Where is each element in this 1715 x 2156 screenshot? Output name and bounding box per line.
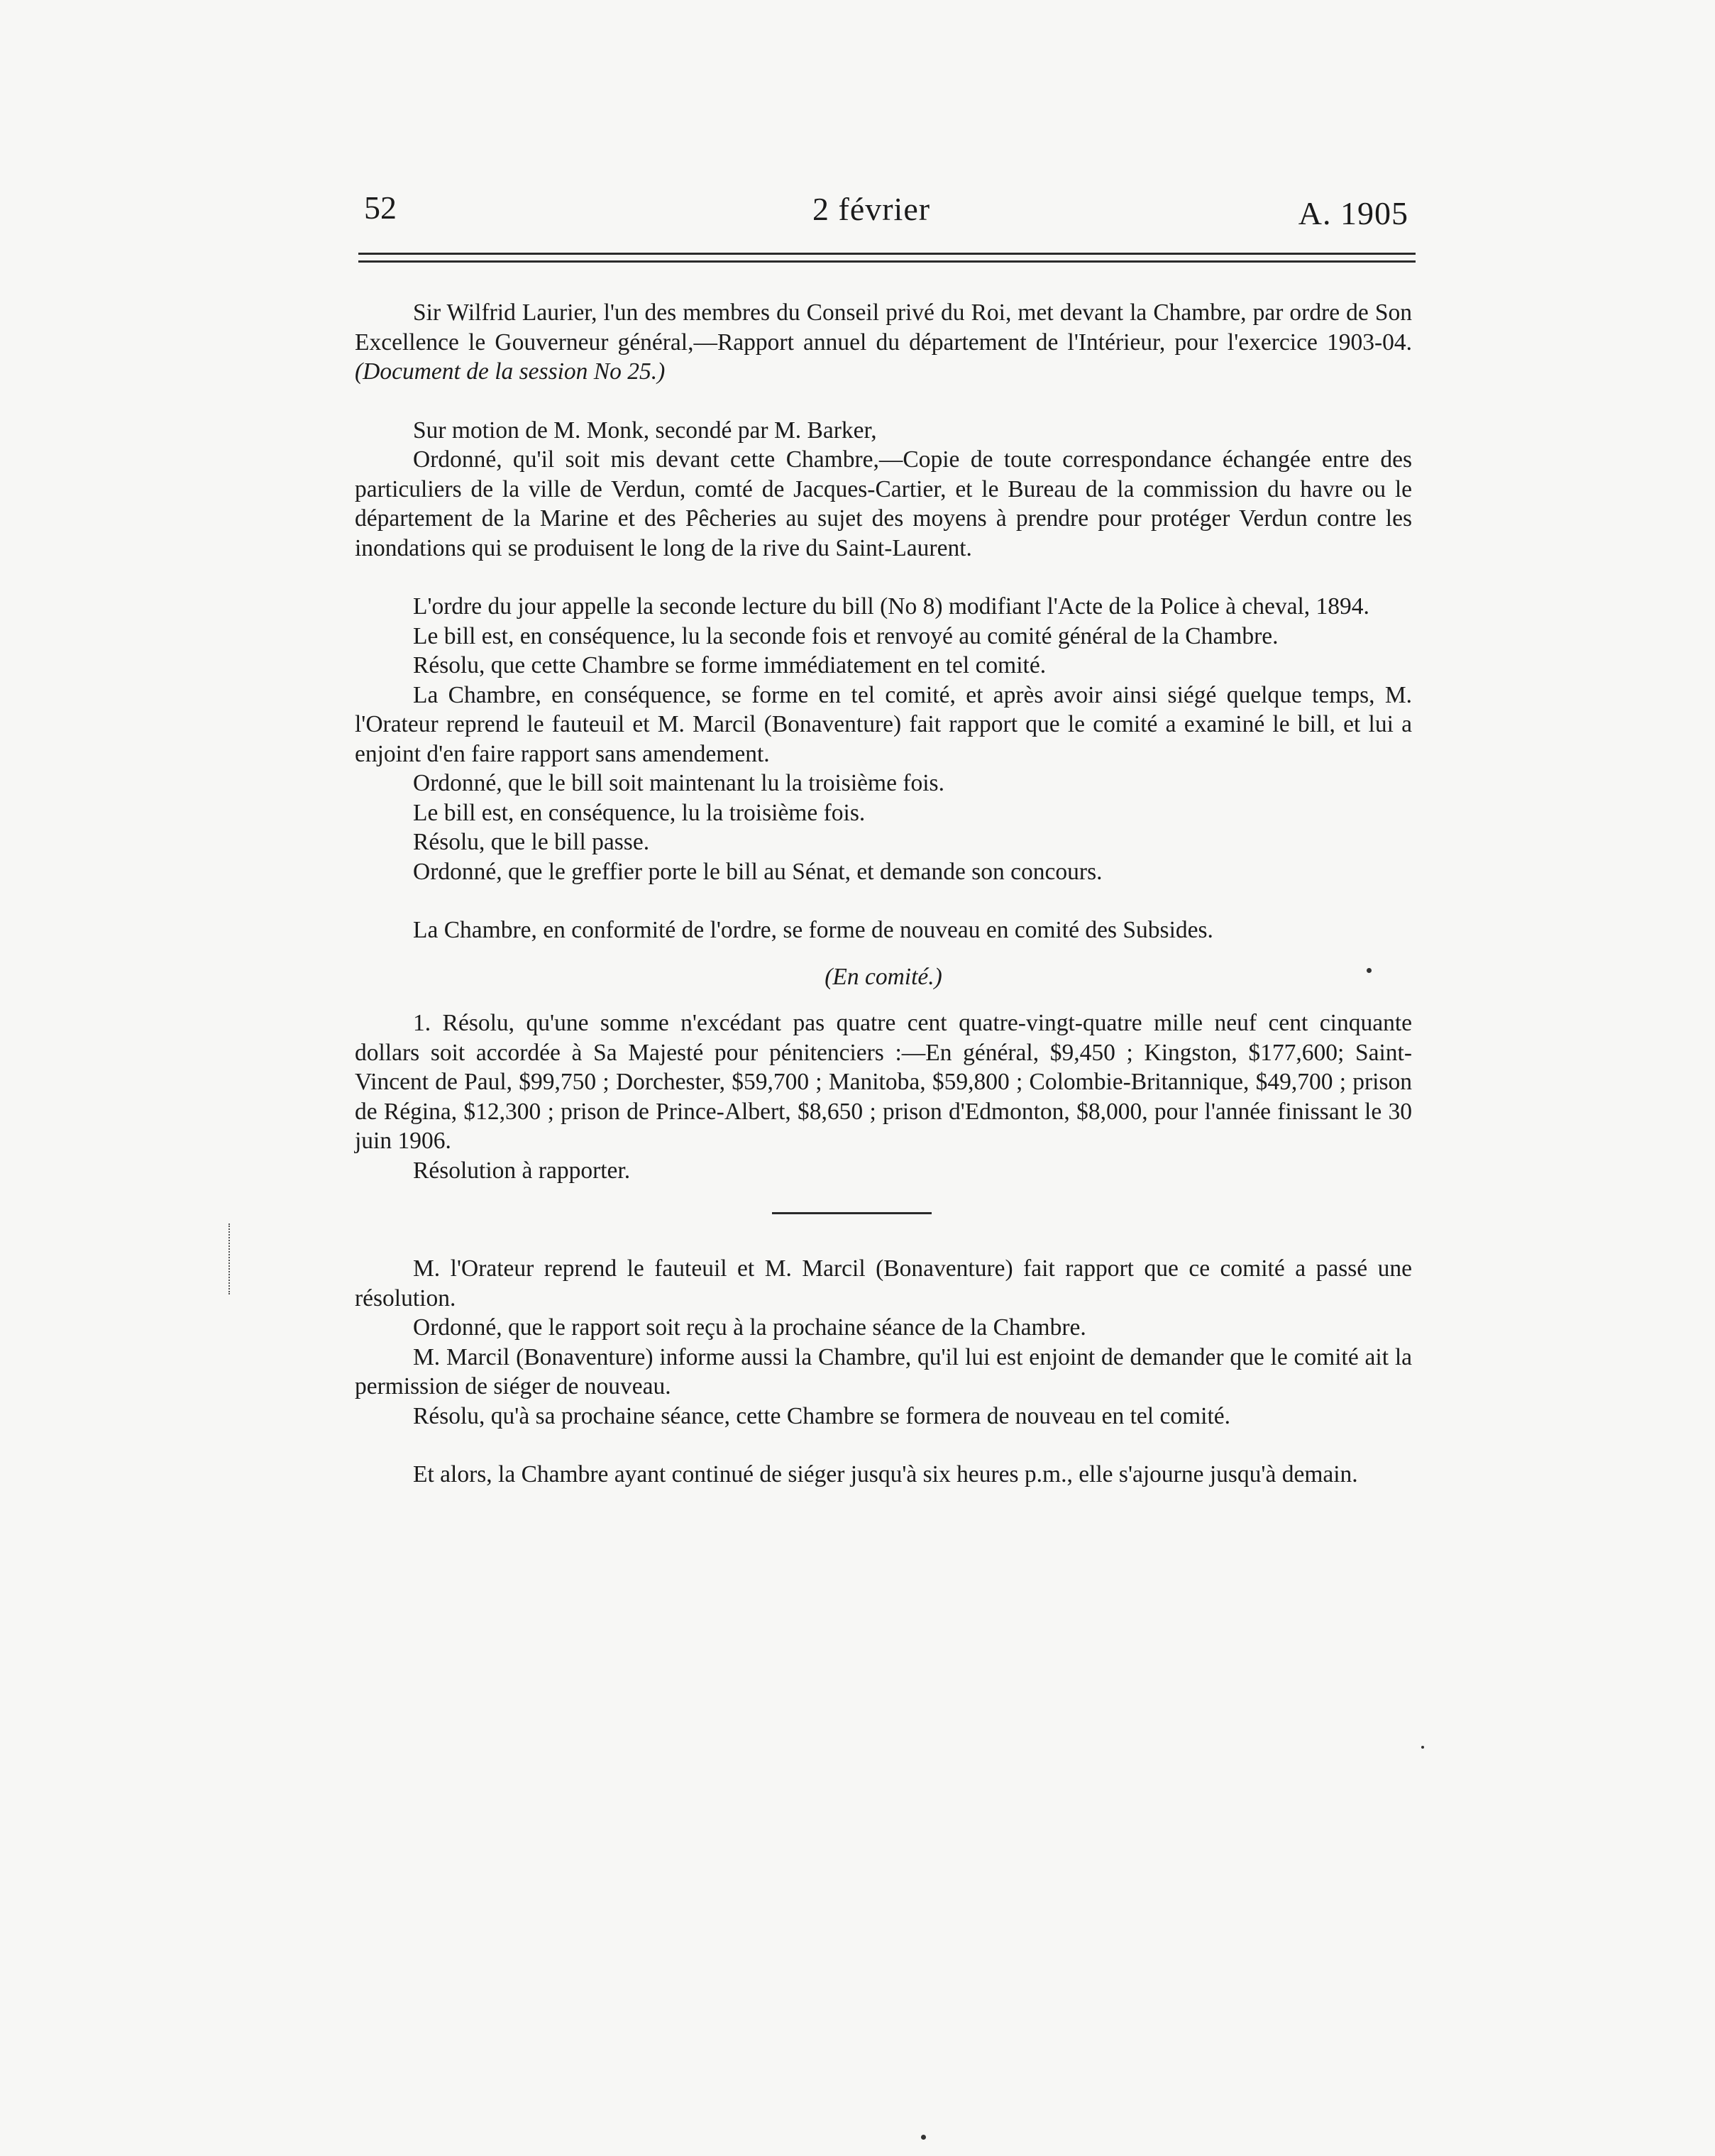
paragraph-supply: La Chambre, en conformité de l'ordre, se forme de nouveau en comité des Subsides.	[413, 917, 1213, 943]
paragraph-bill-passes: Résolu, que le bill passe.	[413, 829, 650, 855]
section-divider	[772, 1212, 932, 1214]
paragraph-senate: Ordonné, que le greffier porte le bill au Sénat, et demande son concours.	[413, 858, 1103, 885]
paragraph-order-copy: Ordonné, qu'il soit mis devant cette Chambre,—Copie de toute correspondance échangée entre des particuliers de la ville de Verdun, comté de Jacques-Cartier, et le Bureau de la commission du havre ou le département de la Marine et des Pêcheries au sujet des moyens à prendre pour protéger Verdun contre les inondations qui se produisent le long de la rive du Saint-Laurent.	[355, 446, 1412, 561]
page-number: 52	[364, 189, 397, 226]
paragraph-next-sitting: Résolu, qu'à sa prochaine séance, cette Chambre se formera de nouveau en tel comité.	[413, 1402, 1231, 1429]
paragraph-third-reading: Le bill est, en conséquence, lu la troisième fois.	[413, 799, 866, 826]
paragraph-motion: Sur motion de M. Monk, secondé par M. Barker,	[413, 417, 877, 444]
document-reference: (Document de la session No 25.)	[355, 358, 666, 385]
paragraph-leave-to-sit: M. Marcil (Bonaventure) informe aussi la Chambre, qu'il lui est enjoint de demander que le comité ait la permission de siéger de nouveau.	[355, 1343, 1412, 1399]
header-year: A. 1905	[1298, 195, 1408, 231]
paragraph-order-of-day: L'ordre du jour appelle la seconde lecture du bill (No 8) modifiant l'Acte de la Police à cheval, 1894.	[413, 593, 1369, 620]
paragraph-resolution-report: Résolution à rapporter.	[413, 1157, 631, 1184]
header-date: 2 février	[812, 191, 931, 227]
page-speck	[921, 2135, 926, 2140]
paragraph-resolution-penitentiaries: 1. Résolu, qu'une somme n'excédant pas quatre cent quatre-vingt-quatre mille neuf cent cinquante dollars soit accordée à Sa Majesté pour pénitenciers :—En général, $9,450 ; Kingston, $177,600; Saint-Vincent de Paul, $99,750 ; Dorchester, $59,700 ; Manitoba, $59,800 ; Colombie-Britannique, $49,700 ; prison de Régina, $12,300 ; prison de Prince-Albert, $8,650 ; prison d'Edmonton, $8,000, pour l'année finissant le 30 juin 1906.	[355, 1010, 1412, 1154]
in-committee-heading: (En comité.)	[825, 963, 942, 990]
paragraph-resolved-committee: Résolu, que cette Chambre se forme immédiatement en tel comité.	[413, 652, 1047, 678]
page-header	[358, 183, 1408, 247]
paragraph-tabling-report	[355, 298, 1412, 387]
paragraph-adjournment: Et alors, la Chambre ayant continué de siéger jusqu'à six heures p.m., elle s'ajourne jusqu'à demain.	[413, 1461, 1358, 1487]
paragraph-text: Sir Wilfrid Laurier, l'un des membres du Conseil privé du Roi, met devant la Chambre, par ordre de Son Excellence le Gouverneur général,—Rapport annuel du département de l'Intérieur, pour l'exercice 1903-04.	[355, 299, 1412, 356]
paragraph-speaker-report: M. l'Orateur reprend le fauteuil et M. Marcil (Bonaventure) fait rapport que ce comité a passé une résolution.	[355, 1255, 1412, 1311]
header-double-rule	[358, 253, 1416, 263]
margin-marks	[228, 1223, 232, 1294]
page-speck	[1367, 968, 1372, 973]
paragraph-committee-report: La Chambre, en conséquence, se forme en tel comité, et après avoir ainsi siégé quelque temps, M. l'Orateur reprend le fauteuil et M. Marcil (Bonaventure) fait rapport que le comité a examiné le bill, et lui a enjoint d'en faire rapport sans amendement.	[355, 681, 1412, 767]
document-body	[355, 298, 1412, 1490]
paragraph-second-reading: Le bill est, en conséquence, lu la seconde fois et renvoyé au comité général de la Chambre.	[413, 622, 1279, 649]
paragraph-ordered-third: Ordonné, que le bill soit maintenant lu la troisième fois.	[413, 770, 944, 796]
paragraph-report-received: Ordonné, que le rapport soit reçu à la prochaine séance de la Chambre.	[413, 1314, 1086, 1341]
page-speck	[1421, 1746, 1424, 1749]
